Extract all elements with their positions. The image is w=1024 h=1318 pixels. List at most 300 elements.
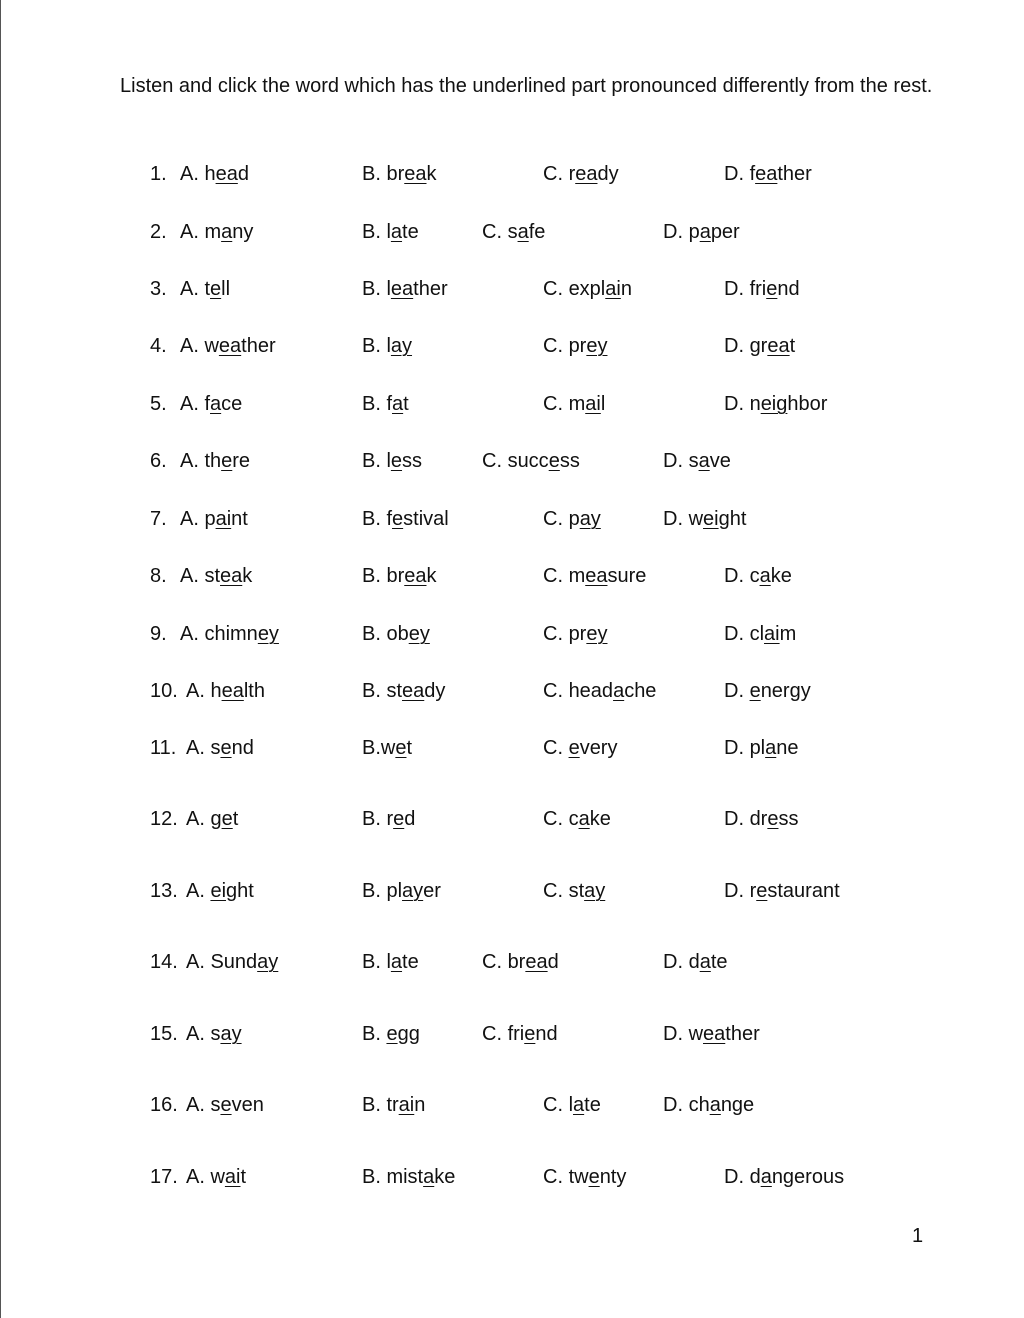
underlined-part: a xyxy=(759,565,771,587)
word-part: er xyxy=(423,880,441,902)
word-part: t xyxy=(240,1166,247,1188)
option-letter: C. xyxy=(543,565,569,587)
word-part: c xyxy=(568,808,579,830)
answer-option-c[interactable] xyxy=(482,216,545,248)
option-letter: A. xyxy=(186,880,211,902)
answer-option-d[interactable] xyxy=(724,732,799,764)
word-part: d xyxy=(688,951,700,973)
option-letter: A. xyxy=(186,1094,211,1116)
word-part: ke xyxy=(434,1166,456,1188)
answer-option-c[interactable] xyxy=(543,1161,626,1193)
question-row xyxy=(0,675,1024,707)
underlined-part: e xyxy=(766,278,778,300)
word-part: br xyxy=(386,565,405,587)
question-row xyxy=(0,1089,1024,1121)
underlined-part: e xyxy=(220,737,232,759)
answer-option-c[interactable] xyxy=(543,732,617,764)
word-part: f xyxy=(749,163,756,185)
underlined-part: ea xyxy=(220,565,243,587)
word-part: w xyxy=(688,1023,704,1045)
word-part: ther xyxy=(777,163,812,185)
word-part: w xyxy=(204,335,219,357)
option-letter: D. xyxy=(724,565,750,587)
answer-option-b[interactable] xyxy=(362,560,437,592)
word-part: ss xyxy=(559,450,580,472)
word-part: r xyxy=(386,808,394,830)
answer-option-c[interactable] xyxy=(543,158,619,190)
underlined-part: eig xyxy=(760,393,788,415)
underlined-part: ei xyxy=(210,880,227,902)
option-letter: B. xyxy=(362,335,387,357)
underlined-part: ai xyxy=(764,623,780,645)
word-part: r xyxy=(568,163,576,185)
word-part: f xyxy=(386,393,393,415)
option-letter: C. xyxy=(482,221,508,243)
word-part: st xyxy=(568,880,585,902)
option-letter: D. xyxy=(724,1166,750,1188)
underlined-part: ay xyxy=(584,880,606,902)
question-number: 8. xyxy=(150,565,167,587)
option-letter: A. xyxy=(180,450,205,472)
answer-option-a[interactable] xyxy=(186,946,278,978)
option-letter: C. xyxy=(482,951,508,973)
page-number: 1 xyxy=(912,1225,924,1247)
option-letter: C. xyxy=(543,508,569,530)
question-number: 3. xyxy=(150,278,167,300)
question-row xyxy=(0,560,1024,592)
option-letter: B. xyxy=(362,163,387,185)
underlined-part: ea xyxy=(525,951,548,973)
question-number: 7. xyxy=(150,508,167,530)
word-part: h xyxy=(210,680,222,702)
underlined-part: e xyxy=(767,808,779,830)
underlined-part: ey xyxy=(586,335,608,357)
underlined-part: ai xyxy=(585,393,601,415)
word-part: gg xyxy=(397,1023,420,1045)
question-number: 16. xyxy=(150,1094,178,1116)
question-number: 12. xyxy=(150,808,178,830)
word-part: fe xyxy=(528,221,546,243)
answer-option-d[interactable] xyxy=(724,330,795,362)
answer-option-c[interactable] xyxy=(482,1018,558,1050)
word-part: g xyxy=(210,808,222,830)
option-letter: B. xyxy=(362,278,387,300)
answer-option-c[interactable] xyxy=(543,875,605,907)
option-letter: B. xyxy=(362,880,387,902)
question-row xyxy=(0,445,1024,477)
question-row xyxy=(0,216,1024,248)
word-part: dy xyxy=(424,680,446,702)
word-part: ne xyxy=(776,737,799,759)
answer-option-b[interactable] xyxy=(362,1018,420,1050)
underlined-part: a xyxy=(423,1166,435,1188)
answer-option-b[interactable] xyxy=(362,675,445,707)
answer-option-d[interactable] xyxy=(663,216,740,248)
word-part: l xyxy=(386,278,391,300)
underlined-part: ea xyxy=(215,163,238,185)
option-letter: C. xyxy=(543,1166,569,1188)
answer-option-c[interactable] xyxy=(543,273,632,305)
answer-option-b[interactable] xyxy=(362,732,412,764)
option-letter: D. xyxy=(663,1023,689,1045)
underlined-part: e xyxy=(395,737,407,759)
word-part: nd xyxy=(777,278,800,300)
option-letter: B. xyxy=(362,1094,387,1116)
answer-option-c[interactable] xyxy=(482,445,580,477)
option-letter: A. xyxy=(180,335,205,357)
word-part: st xyxy=(204,565,221,587)
question-row xyxy=(0,732,1024,764)
word-part: d xyxy=(404,808,416,830)
word-part: pr xyxy=(568,623,587,645)
underlined-part: ay xyxy=(579,508,601,530)
underlined-part: ay xyxy=(390,335,413,357)
option-letter: B. xyxy=(362,623,387,645)
word-part: tw xyxy=(568,1166,589,1188)
word-part: per xyxy=(710,221,740,243)
answer-option-a[interactable] xyxy=(186,1161,246,1193)
question-row xyxy=(0,273,1024,305)
underlined-part: a xyxy=(578,808,590,830)
answer-option-b[interactable] xyxy=(362,1161,455,1193)
word-part: tr xyxy=(386,1094,399,1116)
answer-option-a[interactable] xyxy=(180,388,242,420)
answer-option-b[interactable] xyxy=(362,618,430,650)
underlined-part: ay xyxy=(402,880,424,902)
answer-option-c[interactable] xyxy=(543,503,601,535)
underlined-part: ey xyxy=(257,623,279,645)
option-letter: A. xyxy=(180,393,205,415)
underlined-part: ai xyxy=(398,1094,415,1116)
word-part: l xyxy=(386,951,391,973)
word-part: k xyxy=(426,565,437,587)
word-part: s xyxy=(210,1094,221,1116)
answer-option-a[interactable] xyxy=(186,675,265,707)
answer-option-b[interactable] xyxy=(362,1089,425,1121)
answer-option-c[interactable] xyxy=(543,330,607,362)
answer-option-d[interactable] xyxy=(724,675,811,707)
answer-option-a[interactable] xyxy=(180,560,252,592)
word-part: stival xyxy=(403,508,449,530)
option-letter: A. xyxy=(180,623,205,645)
word-part: s xyxy=(210,1023,221,1045)
word-part: k xyxy=(426,163,437,185)
answer-option-a[interactable] xyxy=(180,503,248,535)
underlined-part: e xyxy=(588,1166,600,1188)
option-letter: A. xyxy=(186,680,211,702)
word-part: m xyxy=(568,565,586,587)
word-part: ven xyxy=(231,1094,264,1116)
answer-option-d[interactable] xyxy=(724,1161,844,1193)
answer-option-b[interactable] xyxy=(362,875,441,907)
option-letter: D. xyxy=(663,951,689,973)
option-letter: A. xyxy=(180,163,205,185)
word-part: k xyxy=(242,565,253,587)
answer-option-c[interactable] xyxy=(543,388,605,420)
underlined-part: ey xyxy=(586,623,608,645)
underlined-part: ea xyxy=(221,680,244,702)
underlined-part: e xyxy=(210,278,222,300)
answer-option-b[interactable] xyxy=(362,330,412,362)
underlined-part: ea xyxy=(404,163,427,185)
word-part: br xyxy=(507,951,526,973)
underlined-part: a xyxy=(221,221,233,243)
answer-option-d[interactable] xyxy=(724,273,800,305)
underlined-part: ea xyxy=(755,163,778,185)
word-part: head xyxy=(568,680,614,702)
option-letter: A. xyxy=(180,565,205,587)
underlined-part: a xyxy=(210,393,222,415)
option-letter: B. xyxy=(362,1166,387,1188)
answer-option-d[interactable] xyxy=(724,158,812,190)
answer-option-d[interactable] xyxy=(724,618,796,650)
question-row xyxy=(0,1161,1024,1193)
option-letter: A. xyxy=(186,737,211,759)
option-letter: C. xyxy=(482,1023,508,1045)
option-letter: C. xyxy=(543,623,569,645)
option-letter: D. xyxy=(663,221,689,243)
underlined-part: a xyxy=(613,680,625,702)
word-part: ny xyxy=(232,221,254,243)
question-number: 9. xyxy=(150,623,167,645)
word-part: ngerous xyxy=(771,1166,845,1188)
word-part: l xyxy=(386,221,391,243)
word-part: expl xyxy=(568,278,606,300)
word-part: r xyxy=(749,880,757,902)
answer-option-a[interactable] xyxy=(180,618,279,650)
word-part: f xyxy=(204,393,211,415)
answer-option-a[interactable] xyxy=(180,445,250,477)
answer-option-b[interactable] xyxy=(362,158,437,190)
option-letter: C. xyxy=(543,1094,569,1116)
word-part: s xyxy=(507,221,518,243)
underlined-part: e xyxy=(220,1094,232,1116)
underlined-part: e xyxy=(524,1023,536,1045)
underlined-part: a xyxy=(392,393,404,415)
word-part: succ xyxy=(507,450,549,472)
answer-option-d[interactable] xyxy=(724,875,840,907)
question-row xyxy=(0,1018,1024,1050)
word-part: cl xyxy=(749,623,765,645)
word-part: te xyxy=(710,951,728,973)
answer-option-d[interactable] xyxy=(663,503,746,535)
answer-option-c[interactable] xyxy=(543,675,656,707)
underlined-part: e xyxy=(221,808,233,830)
underlined-part: e xyxy=(756,880,768,902)
option-letter: A. xyxy=(186,1023,211,1045)
word-part: ob xyxy=(386,623,409,645)
question-row xyxy=(0,158,1024,190)
option-letter: C. xyxy=(543,163,569,185)
word-part: p xyxy=(688,221,700,243)
option-letter: C. xyxy=(543,880,569,902)
answer-option-b[interactable] xyxy=(362,216,419,248)
word-part: d xyxy=(237,163,249,185)
question-row xyxy=(0,388,1024,420)
option-letter: D. xyxy=(724,278,750,300)
option-letter: D. xyxy=(663,450,689,472)
option-letter: C. xyxy=(543,278,569,300)
question-number: 4. xyxy=(150,335,167,357)
answer-option-a[interactable] xyxy=(180,330,276,362)
answer-option-c[interactable] xyxy=(482,946,559,978)
word-part: n xyxy=(749,393,761,415)
question-row xyxy=(0,503,1024,535)
answer-option-c[interactable] xyxy=(543,1089,601,1121)
word-part: mist xyxy=(386,1166,424,1188)
answer-option-a[interactable] xyxy=(180,273,230,305)
answer-option-b[interactable] xyxy=(362,273,448,305)
answer-option-a[interactable] xyxy=(186,803,238,835)
answer-option-d[interactable] xyxy=(724,388,827,420)
answer-option-b[interactable] xyxy=(362,946,419,978)
option-letter: B. xyxy=(362,450,387,472)
word-part: sure xyxy=(607,565,647,587)
question-number: 1. xyxy=(150,163,167,185)
question-number: 5. xyxy=(150,393,167,415)
answer-option-a[interactable] xyxy=(186,732,254,764)
underlined-part: a xyxy=(699,951,711,973)
option-letter: C. xyxy=(543,737,569,759)
underlined-part: a xyxy=(390,221,403,243)
word-part: che xyxy=(624,680,657,702)
answer-option-b[interactable] xyxy=(362,445,422,477)
word-part: te xyxy=(584,1094,601,1116)
answer-option-d[interactable] xyxy=(663,1018,760,1050)
word-part: dy xyxy=(597,163,619,185)
word-part: ther xyxy=(725,1023,760,1045)
word-part: ve xyxy=(709,450,731,472)
word-part: lth xyxy=(243,680,265,702)
word-part: pr xyxy=(568,335,587,357)
option-letter: B. xyxy=(362,737,381,759)
word-part: s xyxy=(210,737,221,759)
word-part: pl xyxy=(386,880,403,902)
answer-option-a[interactable] xyxy=(186,1089,264,1121)
question-number: 10. xyxy=(150,680,178,702)
word-part: ke xyxy=(589,808,611,830)
underlined-part: ea xyxy=(402,680,425,702)
word-part: t xyxy=(789,335,796,357)
underlined-part: ay xyxy=(257,951,279,973)
word-part: m xyxy=(204,221,222,243)
underlined-part: ea xyxy=(703,1023,726,1045)
answer-option-c[interactable] xyxy=(543,560,646,592)
word-part: w xyxy=(380,737,396,759)
question-number: 15. xyxy=(150,1023,178,1045)
answer-option-a[interactable] xyxy=(180,158,249,190)
word-part: f xyxy=(386,508,393,530)
underlined-part: e xyxy=(221,450,233,472)
word-part: l xyxy=(568,1094,574,1116)
question-row xyxy=(0,946,1024,978)
word-part: h xyxy=(204,163,216,185)
underlined-part: ea xyxy=(767,335,790,357)
answer-option-d[interactable] xyxy=(663,1089,754,1121)
word-part: nge xyxy=(720,1094,755,1116)
option-letter: B. xyxy=(362,508,387,530)
underlined-part: a xyxy=(699,221,711,243)
word-part: l xyxy=(386,335,391,357)
question-row xyxy=(0,618,1024,650)
option-letter: D. xyxy=(724,680,750,702)
underlined-part: a xyxy=(573,1094,585,1116)
question-number: 6. xyxy=(150,450,167,472)
answer-option-b[interactable] xyxy=(362,388,409,420)
answer-option-d[interactable] xyxy=(724,560,792,592)
option-letter: A. xyxy=(180,221,205,243)
option-letter: D. xyxy=(724,808,750,830)
question-number: 2. xyxy=(150,221,167,243)
word-part: te xyxy=(402,221,419,243)
word-part: hbor xyxy=(787,393,828,415)
word-part: ss xyxy=(402,450,423,472)
answer-option-d[interactable] xyxy=(663,445,731,477)
word-part: ss xyxy=(778,808,799,830)
underlined-part: e xyxy=(393,808,405,830)
option-letter: B. xyxy=(362,221,387,243)
question-number: 13. xyxy=(150,880,178,902)
word-part: nd xyxy=(535,1023,558,1045)
underlined-part: e xyxy=(390,450,403,472)
answer-option-d[interactable] xyxy=(724,803,798,835)
answer-option-a[interactable] xyxy=(186,1018,242,1050)
option-letter: D. xyxy=(724,163,750,185)
question-number: 14. xyxy=(150,951,178,973)
option-letter: B. xyxy=(362,808,387,830)
question-number: 11. xyxy=(150,737,177,759)
answer-option-d[interactable] xyxy=(663,946,728,978)
underlined-part: e xyxy=(749,680,761,702)
word-part: ce xyxy=(221,393,243,415)
word-part: te xyxy=(402,951,419,973)
underlined-part: ai xyxy=(224,1166,241,1188)
option-letter: D. xyxy=(724,623,750,645)
word-part: n xyxy=(620,278,632,300)
word-part: very xyxy=(579,737,618,759)
word-part: pl xyxy=(749,737,766,759)
word-part: nergy xyxy=(760,680,811,702)
answer-option-a[interactable] xyxy=(180,216,253,248)
question-row xyxy=(0,330,1024,362)
underlined-part: ea xyxy=(585,565,608,587)
word-part: st xyxy=(386,680,403,702)
answer-option-b[interactable] xyxy=(362,503,449,535)
underlined-part: e xyxy=(548,450,560,472)
answer-option-a[interactable] xyxy=(186,875,254,907)
word-part: w xyxy=(688,508,704,530)
underlined-part: a xyxy=(765,737,777,759)
underlined-part: a xyxy=(709,1094,721,1116)
word-part: staurant xyxy=(767,880,840,902)
answer-option-c[interactable] xyxy=(543,803,611,835)
underlined-part: ai xyxy=(605,278,621,300)
word-part: ther xyxy=(241,335,276,357)
word-part: re xyxy=(232,450,251,472)
underlined-part: a xyxy=(760,1166,772,1188)
option-letter: D. xyxy=(724,335,750,357)
underlined-part: ea xyxy=(404,565,427,587)
answer-option-c[interactable] xyxy=(543,618,607,650)
option-letter: A. xyxy=(180,508,205,530)
option-letter: C. xyxy=(482,450,508,472)
word-part: fri xyxy=(749,278,767,300)
option-letter: D. xyxy=(724,880,750,902)
word-part: ght xyxy=(718,508,747,530)
answer-option-b[interactable] xyxy=(362,803,415,835)
question-number: 17. xyxy=(150,1166,178,1188)
word-part: d xyxy=(547,951,559,973)
